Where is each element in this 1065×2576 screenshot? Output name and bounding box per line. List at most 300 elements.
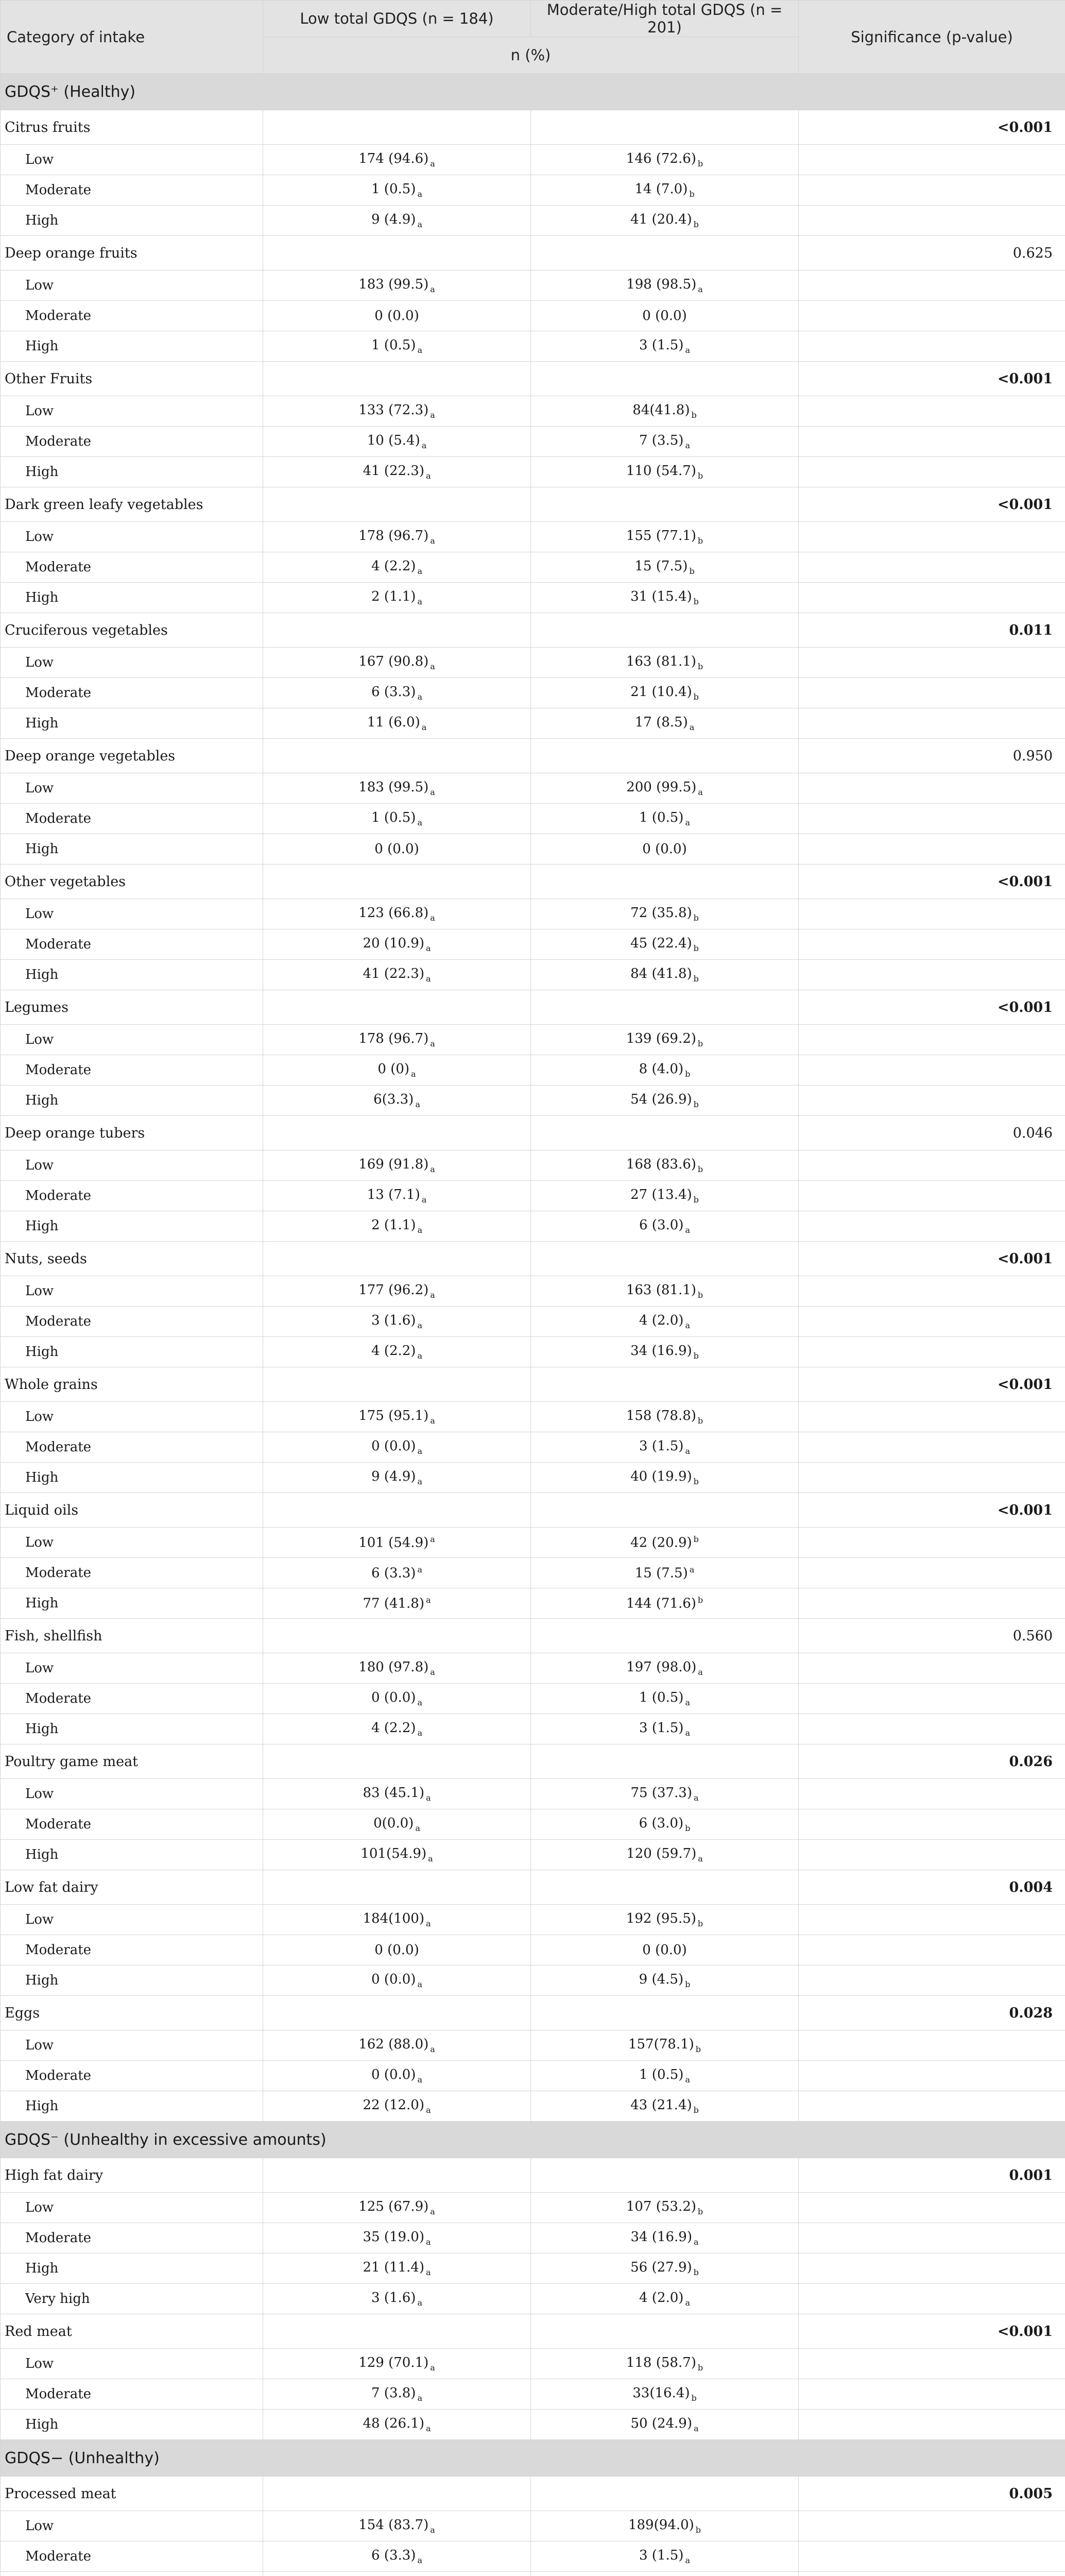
moderate-high-gdqs-cell-marker: a [698, 1667, 703, 1677]
empty-significance-cell [799, 522, 1065, 552]
empty-significance-cell [799, 678, 1065, 708]
moderate-high-gdqs-cell-value: 45 (22.4) [630, 936, 692, 952]
low-gdqs-cell-value: 133 (72.3) [358, 402, 429, 418]
intake-level: Moderate [1, 1935, 263, 1965]
category-row [1, 1870, 1065, 1905]
table-row [1, 301, 1065, 331]
low-gdqs-cell [263, 1276, 531, 1307]
moderate-high-gdqs-cell [531, 1528, 799, 1558]
table-row [1, 2193, 1065, 2223]
empty-significance-cell [799, 427, 1065, 457]
low-gdqs-cell-value: 21 (11.4) [363, 2260, 424, 2276]
moderate-high-gdqs-cell [531, 2253, 799, 2284]
low-gdqs-cell [263, 1528, 531, 1558]
low-gdqs-cell [263, 2061, 531, 2091]
moderate-high-gdqs-cell-marker: b [691, 410, 697, 420]
moderate-high-gdqs-cell-value: 3 (1.5) [639, 1720, 684, 1736]
low-gdqs-cell-marker: a [430, 535, 435, 546]
intake-level: High [1, 1337, 263, 1367]
low-gdqs-cell-marker: a [430, 1667, 435, 1677]
category-name: Fish, shellfish [1, 1619, 263, 1653]
moderate-high-gdqs-cell-marker: b [697, 1415, 703, 1426]
table-row [1, 2223, 1065, 2253]
moderate-high-gdqs-cell-value: 27 (13.4) [630, 1187, 692, 1203]
low-gdqs-cell [263, 270, 531, 301]
intake-level: Moderate [1, 175, 263, 206]
table-row [1, 678, 1065, 708]
low-gdqs-cell-marker: a [417, 566, 422, 576]
moderate-high-gdqs-cell-marker: b [693, 973, 699, 984]
low-gdqs-cell-marker: a [417, 817, 422, 827]
moderate-high-gdqs-cell [531, 552, 799, 583]
low-gdqs-cell-value: 48 (26.1) [363, 2416, 424, 2432]
moderate-high-gdqs-cell-value: 0 (0.0) [642, 1942, 687, 1958]
low-gdqs-cell [263, 1025, 531, 1055]
category-row [1, 1116, 1065, 1150]
low-gdqs-cell-marker: a [417, 2297, 422, 2308]
moderate-high-gdqs-cell-marker: a [689, 722, 695, 732]
category-empty-cell [531, 1996, 799, 2030]
category-empty-cell [263, 110, 531, 145]
table-row [1, 427, 1065, 457]
low-gdqs-cell-value: 4 (2.2) [371, 558, 416, 574]
low-gdqs-cell-marker: a [430, 1164, 435, 1174]
empty-significance-cell [799, 1684, 1065, 1714]
table-row [1, 1055, 1065, 1086]
moderate-high-gdqs-cell-value: 118 (58.7) [626, 2355, 696, 2371]
moderate-high-gdqs-cell-marker: a [698, 284, 703, 294]
intake-level: High [1, 206, 263, 236]
moderate-high-gdqs-cell-value: 197 (98.0) [626, 1659, 697, 1675]
low-gdqs-cell-marker: a [417, 1320, 422, 1330]
low-gdqs-cell [263, 522, 531, 552]
low-gdqs-cell-marker: a [417, 1476, 422, 1486]
low-gdqs-cell [263, 804, 531, 834]
low-gdqs-cell-marker: a [430, 158, 435, 168]
empty-significance-cell [799, 1558, 1065, 1588]
moderate-high-gdqs-cell-marker: b [697, 535, 703, 546]
low-gdqs-cell [263, 1935, 531, 1965]
moderate-high-gdqs-cell-marker: a [693, 2423, 699, 2433]
moderate-high-gdqs-cell-marker: a [685, 1225, 690, 1235]
low-gdqs-cell-value: 0 (0.0) [371, 1690, 416, 1706]
category-name: Citrus fruits [1, 110, 263, 145]
moderate-high-gdqs-cell-marker: a [685, 2297, 690, 2308]
empty-significance-cell [799, 2193, 1065, 2223]
low-gdqs-cell [263, 1307, 531, 1337]
moderate-high-gdqs-cell-marker: b [697, 1918, 703, 1928]
category-p-value: <0.001 [799, 1242, 1065, 1276]
low-gdqs-cell-marker: a [417, 2393, 422, 2403]
moderate-high-gdqs-cell-marker: b [693, 1476, 699, 1486]
moderate-high-gdqs-cell-marker: b [685, 1823, 691, 1833]
low-gdqs-cell-value: 77 (41.8) [363, 1596, 424, 1612]
empty-significance-cell [799, 708, 1065, 739]
intake-level: Low [1, 1653, 263, 1684]
table-row [1, 929, 1065, 960]
empty-significance-cell [799, 2284, 1065, 2314]
moderate-high-gdqs-cell [531, 804, 799, 834]
category-empty-cell [531, 865, 799, 899]
category-row [1, 1242, 1065, 1276]
intake-level: High [1, 2410, 263, 2440]
low-gdqs-cell [263, 2572, 531, 2576]
category-empty-cell [531, 1367, 799, 1402]
moderate-high-gdqs-cell [531, 1965, 799, 1996]
moderate-high-gdqs-cell-value: 14 (7.0) [634, 181, 688, 197]
moderate-high-gdqs-cell [531, 1211, 799, 1242]
moderate-high-gdqs-cell-marker: b [697, 1038, 703, 1048]
table-row [1, 175, 1065, 206]
moderate-high-gdqs-cell [531, 270, 799, 301]
low-gdqs-cell [263, 1055, 531, 1086]
moderate-high-gdqs-cell [531, 301, 799, 331]
low-gdqs-cell [263, 2091, 531, 2122]
low-gdqs-cell [263, 301, 531, 331]
moderate-high-gdqs-cell-value: 3 (1.5) [639, 2548, 684, 2564]
table-row [1, 2284, 1065, 2314]
low-gdqs-cell-value: 184(100) [363, 1911, 424, 1927]
low-gdqs-cell [263, 2379, 531, 2410]
low-gdqs-cell [263, 1337, 531, 1367]
low-gdqs-cell-value: 4 (2.2) [371, 1343, 416, 1359]
moderate-high-gdqs-cell [531, 1588, 799, 1619]
low-gdqs-cell-marker: a [411, 1069, 416, 1079]
table-row [1, 1965, 1065, 1996]
empty-significance-cell [799, 929, 1065, 960]
table-row [1, 1150, 1065, 1181]
low-gdqs-cell [263, 2193, 531, 2223]
moderate-high-gdqs-cell [531, 1463, 799, 1493]
moderate-high-gdqs-cell-value: 72 (35.8) [630, 905, 692, 921]
intake-level: High [1, 2253, 263, 2284]
moderate-high-gdqs-cell-value: 198 (98.5) [626, 277, 697, 293]
moderate-high-gdqs-cell-marker: a [693, 2236, 699, 2247]
low-gdqs-cell-marker: a [417, 1225, 422, 1235]
empty-significance-cell [799, 1307, 1065, 1337]
low-gdqs-cell-marker: a [425, 2236, 431, 2247]
low-gdqs-cell [263, 648, 531, 678]
low-gdqs-cell [263, 331, 531, 362]
moderate-high-gdqs-cell-value: 9 (4.5) [639, 1972, 684, 1988]
intake-level: Moderate [1, 1432, 263, 1463]
low-gdqs-cell-marker: a [425, 1595, 431, 1605]
intake-level: Low [1, 522, 263, 552]
intake-level: Moderate [1, 2061, 263, 2091]
moderate-high-gdqs-cell-marker: b [697, 158, 703, 168]
low-gdqs-cell [263, 773, 531, 804]
empty-significance-cell [799, 2349, 1065, 2379]
low-gdqs-cell [263, 145, 531, 175]
intake-level [1, 2572, 263, 2576]
category-p-value: 0.004 [799, 1870, 1065, 1905]
moderate-high-gdqs-cell [531, 929, 799, 960]
low-gdqs-cell-marker: a [417, 1979, 422, 1989]
moderate-high-gdqs-cell [531, 2511, 799, 2541]
low-gdqs-cell [263, 2349, 531, 2379]
empty-significance-cell [799, 2572, 1065, 2576]
category-row [1, 613, 1065, 648]
intake-level: Moderate [1, 1055, 263, 1086]
category-name: Low fat dairy [1, 1870, 263, 1905]
empty-significance-cell [799, 2223, 1065, 2253]
low-gdqs-cell [263, 1432, 531, 1463]
category-empty-cell [531, 1116, 799, 1150]
subheader-n-percent: n (%) [263, 37, 799, 74]
empty-significance-cell [799, 1809, 1065, 1840]
header-moderate-high-gdqs: Moderate/High total GDQS (n = 201) [531, 1, 799, 37]
empty-significance-cell [799, 1025, 1065, 1055]
category-empty-cell [531, 362, 799, 396]
table-row [1, 1402, 1065, 1432]
category-row [1, 236, 1065, 270]
low-gdqs-cell-value: 0 (0) [377, 1061, 410, 1077]
moderate-high-gdqs-cell-value: 6 (3.0) [639, 1816, 684, 1832]
category-name: Cruciferous vegetables [1, 613, 263, 648]
empty-significance-cell [799, 396, 1065, 427]
low-gdqs-cell-marker: a [417, 189, 422, 199]
moderate-high-gdqs-cell-marker: b [689, 566, 695, 576]
moderate-high-gdqs-cell [531, 457, 799, 487]
moderate-high-gdqs-cell-marker: b [693, 596, 699, 606]
moderate-high-gdqs-cell-value: 120 (59.7) [626, 1846, 697, 1862]
moderate-high-gdqs-cell [531, 145, 799, 175]
low-gdqs-cell-value: 9 (4.9) [371, 212, 416, 228]
low-gdqs-cell-marker: a [425, 943, 431, 953]
category-empty-cell [531, 2477, 799, 2511]
category-p-value: <0.001 [799, 1493, 1065, 1528]
moderate-high-gdqs-cell-value: 84(41.8) [632, 402, 690, 418]
low-gdqs-cell [263, 1840, 531, 1870]
low-gdqs-cell-value: 6(3.3) [373, 1092, 414, 1108]
moderate-high-gdqs-cell [531, 1181, 799, 1211]
low-gdqs-cell-value: 169 (91.8) [358, 1157, 429, 1173]
category-row [1, 739, 1065, 773]
intake-level: High [1, 708, 263, 739]
table-body [1, 74, 1065, 2576]
moderate-high-gdqs-cell-marker: b [697, 661, 703, 671]
moderate-high-gdqs-cell-value: 50 (24.9) [630, 2416, 692, 2432]
category-row [1, 1367, 1065, 1402]
intake-level: Moderate [1, 1307, 263, 1337]
low-gdqs-cell-value: 83 (45.1) [363, 1785, 424, 1801]
table-row [1, 1307, 1065, 1337]
intake-level: Low [1, 1402, 263, 1432]
empty-significance-cell [799, 804, 1065, 834]
empty-significance-cell [799, 1965, 1065, 1996]
moderate-high-gdqs-cell-marker: a [685, 2074, 690, 2084]
moderate-high-gdqs-cell-marker: b [693, 1194, 699, 1205]
low-gdqs-cell-value: 178 (96.7) [358, 1031, 429, 1047]
category-row [1, 2158, 1065, 2193]
low-gdqs-cell-marker: a [417, 1727, 422, 1738]
moderate-high-gdqs-cell [531, 773, 799, 804]
moderate-high-gdqs-cell-marker: a [685, 345, 690, 355]
table-row [1, 804, 1065, 834]
moderate-high-gdqs-cell [531, 2379, 799, 2410]
low-gdqs-cell-value: 175 (95.1) [358, 1408, 429, 1424]
category-empty-cell [263, 1744, 531, 1779]
moderate-high-gdqs-cell-value: 0 (0.0) [642, 308, 687, 324]
moderate-high-gdqs-cell [531, 1905, 799, 1935]
empty-significance-cell [799, 2410, 1065, 2440]
low-gdqs-cell-value: 3 (1.6) [371, 1313, 416, 1329]
low-gdqs-cell-value: 22 (12.0) [363, 2097, 424, 2113]
intake-level: High [1, 1840, 263, 1870]
category-empty-cell [531, 1242, 799, 1276]
intake-level: High [1, 1463, 263, 1493]
moderate-high-gdqs-cell-marker: b [695, 2524, 701, 2535]
intake-level: Low [1, 1150, 263, 1181]
intake-level: Low [1, 2193, 263, 2223]
intake-level: Low [1, 396, 263, 427]
low-gdqs-cell [263, 929, 531, 960]
table-row [1, 457, 1065, 487]
category-row [1, 110, 1065, 145]
table-row [1, 1276, 1065, 1307]
moderate-high-gdqs-cell [531, 1150, 799, 1181]
table-row [1, 522, 1065, 552]
low-gdqs-cell-value: 10 (5.4) [367, 433, 420, 449]
category-p-value: 0.950 [799, 739, 1065, 773]
low-gdqs-cell-marker: a [425, 1792, 431, 1803]
moderate-high-gdqs-cell-value: 41 (20.4) [630, 212, 692, 228]
moderate-high-gdqs-cell [531, 1840, 799, 1870]
intake-level: Moderate [1, 2223, 263, 2253]
intake-level: High [1, 457, 263, 487]
moderate-high-gdqs-cell-value: 43 (21.4) [630, 2097, 692, 2113]
moderate-high-gdqs-cell-marker: b [697, 1595, 703, 1605]
category-empty-cell [531, 110, 799, 145]
low-gdqs-cell-value: 0 (0.0) [371, 2067, 416, 2083]
moderate-high-gdqs-cell-value: 192 (95.5) [626, 1911, 696, 1927]
low-gdqs-cell [263, 2511, 531, 2541]
category-name: Deep orange fruits [1, 236, 263, 270]
table-row [1, 552, 1065, 583]
low-gdqs-cell [263, 1086, 531, 1116]
low-gdqs-cell [263, 1211, 531, 1242]
low-gdqs-cell [263, 2223, 531, 2253]
category-p-value: <0.001 [799, 1367, 1065, 1402]
intake-level: High [1, 583, 263, 613]
low-gdqs-cell-marker: a [417, 1565, 422, 1575]
table-row [1, 648, 1065, 678]
intake-level: Low [1, 1025, 263, 1055]
empty-significance-cell [799, 1905, 1065, 1935]
moderate-high-gdqs-cell [531, 1025, 799, 1055]
moderate-high-gdqs-cell-marker: a [685, 440, 690, 450]
section-header-row [1, 2440, 1065, 2477]
category-empty-cell [263, 236, 531, 270]
moderate-high-gdqs-cell-marker: b [685, 1069, 691, 1079]
empty-significance-cell [799, 457, 1065, 487]
category-empty-cell [531, 1870, 799, 1905]
empty-significance-cell [799, 960, 1065, 990]
category-row [1, 1493, 1065, 1528]
moderate-high-gdqs-cell-marker: b [697, 1164, 703, 1174]
moderate-high-gdqs-cell-value: 1 (0.5) [639, 2067, 684, 2083]
intake-level: Moderate [1, 1684, 263, 1714]
moderate-high-gdqs-cell-value: 107 (53.2) [626, 2199, 696, 2215]
table-row [1, 2410, 1065, 2440]
intake-level: Moderate [1, 552, 263, 583]
moderate-high-gdqs-cell [531, 1779, 799, 1809]
low-gdqs-cell-value: 177 (96.2) [358, 1282, 429, 1298]
intake-level: Moderate [1, 804, 263, 834]
intake-level: Moderate [1, 301, 263, 331]
category-empty-cell [531, 613, 799, 648]
empty-significance-cell [799, 773, 1065, 804]
low-gdqs-cell [263, 427, 531, 457]
moderate-high-gdqs-cell-value: 21 (10.4) [630, 684, 692, 700]
moderate-high-gdqs-cell [531, 1055, 799, 1086]
category-empty-cell [263, 1996, 531, 2030]
moderate-high-gdqs-cell-value: 4 (2.0) [639, 1313, 684, 1329]
low-gdqs-cell-value: 4 (2.2) [371, 1720, 416, 1736]
moderate-high-gdqs-cell-marker: b [693, 2267, 699, 2277]
moderate-high-gdqs-cell-marker: a [685, 1697, 690, 1707]
empty-significance-cell [799, 331, 1065, 362]
intake-level: Moderate [1, 678, 263, 708]
category-empty-cell [263, 1493, 531, 1528]
low-gdqs-cell [263, 1150, 531, 1181]
moderate-high-gdqs-cell [531, 583, 799, 613]
table-row [1, 583, 1065, 613]
moderate-high-gdqs-cell-marker: a [689, 1565, 695, 1575]
moderate-high-gdqs-cell-value: 42 (20.9) [630, 1535, 692, 1551]
empty-significance-cell [799, 175, 1065, 206]
moderate-high-gdqs-cell-marker: b [685, 1979, 691, 1989]
low-gdqs-cell-value: 0 (0.0) [371, 1972, 416, 1988]
empty-significance-cell [799, 1150, 1065, 1181]
low-gdqs-cell [263, 2541, 531, 2572]
moderate-high-gdqs-cell-value: 15 (7.5) [634, 558, 688, 574]
low-gdqs-cell [263, 1809, 531, 1840]
moderate-high-gdqs-cell [531, 2349, 799, 2379]
category-p-value: <0.001 [799, 865, 1065, 899]
moderate-high-gdqs-cell-marker: b [697, 2206, 703, 2216]
moderate-high-gdqs-cell [531, 2541, 799, 2572]
moderate-high-gdqs-cell [531, 2193, 799, 2223]
moderate-high-gdqs-cell-marker: a [685, 1727, 690, 1738]
table-row [1, 708, 1065, 739]
low-gdqs-cell [263, 708, 531, 739]
intake-level: Very high [1, 2284, 263, 2314]
low-gdqs-cell-value: 6 (3.3) [371, 2548, 416, 2564]
category-name: Deep orange tubers [1, 1116, 263, 1150]
moderate-high-gdqs-cell-marker: a [685, 1320, 690, 1330]
category-row [1, 362, 1065, 396]
header-significance: Significance (p-value) [799, 1, 1065, 74]
moderate-high-gdqs-cell-value: 200 (99.5) [626, 779, 697, 795]
table-row [1, 1528, 1065, 1558]
moderate-high-gdqs-cell [531, 2091, 799, 2122]
moderate-high-gdqs-cell-marker: a [698, 787, 703, 797]
category-empty-cell [531, 2158, 799, 2193]
low-gdqs-cell-value: 183 (99.5) [358, 277, 429, 293]
empty-significance-cell [799, 145, 1065, 175]
moderate-high-gdqs-cell-value: 189(94.0) [628, 2517, 694, 2533]
low-gdqs-cell-value: 129 (70.1) [358, 2355, 429, 2371]
empty-significance-cell [799, 1402, 1065, 1432]
low-gdqs-cell [263, 1965, 531, 1996]
category-name: Red meat [1, 2314, 263, 2349]
moderate-high-gdqs-cell-marker: b [697, 1290, 703, 1300]
low-gdqs-cell-value: 35 (19.0) [363, 2229, 424, 2245]
low-gdqs-cell-value: 180 (97.8) [358, 1659, 429, 1675]
category-empty-cell [531, 1619, 799, 1653]
low-gdqs-cell-marker: a [430, 1290, 435, 1300]
